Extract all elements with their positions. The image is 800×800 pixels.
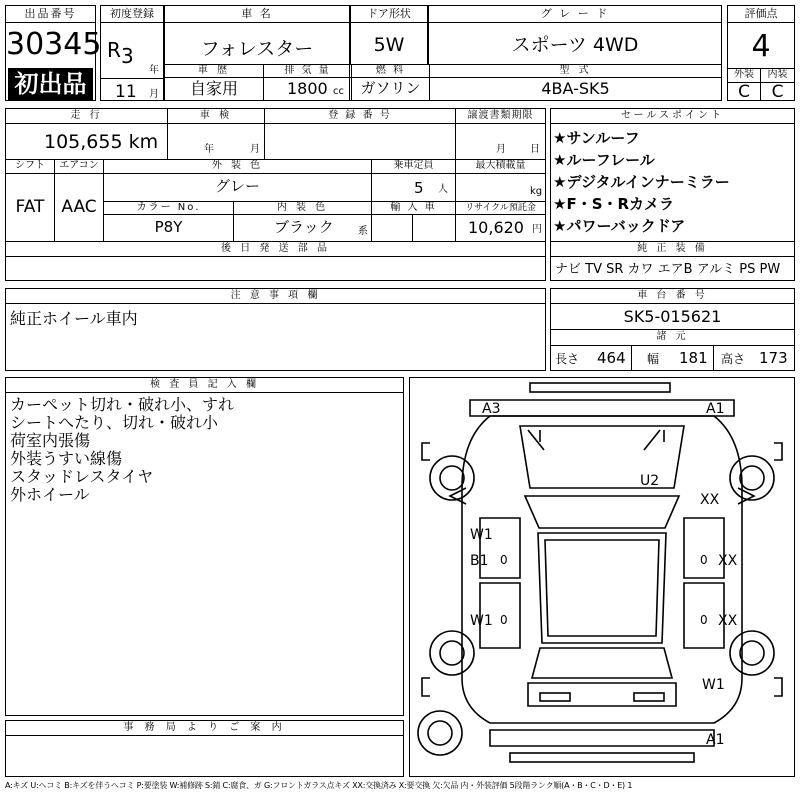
score-label: 評価点 [744, 7, 778, 20]
displacement-label: 排 気 量 [284, 65, 331, 76]
capacity-value: 5 [414, 179, 424, 197]
selling-points-box [550, 108, 795, 242]
inspector-line: スタッドレスタイヤ [10, 467, 154, 486]
genuine-equipment-label: 純 正 装 備 [637, 243, 708, 254]
lot-number: 30345 [6, 27, 102, 62]
height-value: 173 [759, 349, 788, 367]
ext-color-value: グレー [214, 177, 260, 195]
shift-value: FAT [15, 197, 45, 217]
door-value: 5W [373, 34, 405, 56]
inspection-month-unit: 月 [250, 144, 260, 155]
capacity-unit: 人 [438, 184, 448, 195]
year-num: 3 [121, 44, 134, 68]
year-unit: 年 [149, 65, 159, 76]
legend-text: A:キズ U:ヘコミ B:キズを伴うヘコミ P:要塗装 W:補修跡 S:錆 C:腐食、ガ G:フロントガラス点キズ XX:交換済み X:要交換 欠:欠品 内・外装評価 5段階ランク順(A・B・C・D・E) 1 [5, 781, 633, 790]
selling-point-item: ★サンルーフ [553, 129, 640, 147]
selling-point-item: ★パワーバックドア [553, 217, 686, 235]
car-diagram-box [409, 377, 795, 777]
damage-mark: 0 [500, 613, 508, 627]
inspector-line: シートへたり、切れ・破れ小 [10, 413, 219, 432]
fuel-value: ガソリン [360, 79, 421, 97]
inspector-line: 外ホイール [10, 485, 90, 504]
selling-point-item: ★F・S・Rカメラ [553, 195, 675, 213]
shift-label: シフト [15, 160, 45, 171]
damage-mark: B1 [470, 553, 489, 569]
load-label: 最大積載量 [475, 160, 526, 171]
exterior-value: C [738, 82, 750, 102]
transfer-label: 譲渡書類期限 [467, 110, 534, 121]
damage-mark: 0 [500, 553, 508, 567]
notes-box [5, 288, 546, 371]
car-diagram [410, 378, 794, 776]
notes-label: 注 意 事 項 欄 [230, 290, 321, 301]
history-label: 車 歴 [197, 65, 231, 76]
recycle-value: 10,620 [468, 218, 524, 237]
office-label: 事 務 局 よ り ご 案 内 [123, 722, 286, 733]
damage-mark: 0 [700, 613, 708, 627]
inspector-line: 外装うすい線傷 [10, 449, 123, 468]
month-unit: 月 [149, 89, 159, 100]
inspector-line: カーペット切れ・破れ小、すれ [10, 395, 235, 414]
genuine-equipment-value: ナビ TV SR カワ エアB アルミ PS PW [555, 262, 781, 277]
dims-label: 諸 元 [656, 331, 689, 342]
model-value: 4BA-SK5 [541, 79, 610, 98]
car-name: フォレスター [200, 38, 314, 60]
inspector-box [5, 377, 404, 716]
later-parts-box [5, 241, 546, 281]
grade-value: スポーツ 4WD [511, 34, 639, 56]
ac-value: AAC [61, 197, 97, 217]
damage-mark: XX [700, 492, 720, 508]
color-no-value: P8Y [154, 218, 183, 236]
car-name-label: 車 名 [241, 7, 273, 20]
chassis-label: 車 台 番 号 [637, 290, 708, 301]
damage-mark: A1 [706, 732, 725, 748]
first-reg-label: 初度登録 [110, 7, 154, 20]
lot-label: 出品番号 [24, 7, 77, 20]
capacity-label: 乗車定員 [393, 160, 434, 171]
reg-no-label: 登 録 番 号 [328, 110, 392, 121]
damage-mark: W1 [470, 613, 493, 629]
later-parts-label: 後 日 発 送 部 品 [221, 243, 330, 254]
height-label: 高さ [721, 352, 746, 366]
model-label: 型 式 [559, 65, 592, 76]
lot-number-box [5, 5, 102, 101]
office-box [5, 720, 404, 777]
int-color-value: ブラック [274, 218, 334, 236]
selling-points-label: セールスポイント [620, 110, 725, 121]
specs-box [5, 108, 546, 242]
ext-color-label: 外 装 色 [211, 160, 264, 171]
month-num: 11 [115, 82, 137, 102]
damage-mark: XX [718, 553, 738, 569]
fuel-label: 燃 料 [375, 65, 406, 76]
selling-point-item: ★ルーフレール [553, 151, 655, 169]
inspector-label: 検 査 員 記 入 欄 [150, 379, 259, 390]
inspector-line: 荷室内張傷 [10, 431, 91, 450]
damage-mark: A3 [482, 401, 501, 417]
width-label: 幅 [647, 352, 660, 366]
recycle-label: リサイクル預託金 [465, 203, 536, 213]
length-label: 長さ [555, 352, 580, 366]
mileage-value: 105,655 km [44, 131, 159, 153]
load-unit: kg [530, 186, 543, 197]
transfer-day-unit: 日 [530, 144, 540, 155]
damage-mark: W1 [470, 527, 493, 543]
displacement-unit: cc [333, 86, 344, 97]
chassis-box [550, 288, 795, 371]
history-row [164, 64, 722, 101]
damage-mark: W1 [702, 677, 725, 693]
interior-label: 内装 [767, 69, 788, 80]
first-registration-box [100, 5, 164, 101]
era: R [107, 38, 121, 62]
damage-mark: 0 [700, 553, 708, 567]
history-value: 自家用 [189, 79, 238, 98]
damage-mark: U2 [640, 473, 660, 489]
mileage-label: 走 行 [70, 110, 103, 121]
door-box [350, 5, 428, 65]
grade-label: グ レ ー ド [540, 7, 610, 20]
score-box [727, 5, 795, 101]
width-value: 181 [679, 349, 708, 367]
int-color-label: 内 装 色 [276, 202, 329, 213]
interior-value: C [771, 82, 784, 102]
score-value: 4 [751, 29, 771, 64]
transfer-month-unit: 月 [496, 144, 506, 155]
grade-box [428, 5, 722, 65]
int-color-suffix: 系 [358, 226, 368, 237]
door-label: ドア形状 [367, 7, 411, 20]
selling-point-item: ★デジタルインナーミラー [553, 173, 730, 191]
chassis-value: SK5-015621 [623, 307, 722, 326]
notes-value: 純正ホイール車内 [10, 309, 138, 328]
inspection-year-unit: 年 [204, 144, 214, 155]
import-label: 輸 入 車 [390, 202, 437, 213]
damage-mark: A1 [706, 401, 725, 417]
recycle-unit: 円 [532, 224, 542, 235]
first-listing-badge: 初出品 [8, 68, 93, 100]
ac-label: エアコン [59, 160, 99, 171]
color-no-label: カラー No. [136, 202, 201, 213]
length-value: 464 [597, 349, 626, 367]
displacement-value: 1800 [287, 79, 328, 98]
damage-mark: XX [718, 613, 738, 629]
genuine-equipment-box [550, 241, 795, 281]
inspection-label: 車 検 [199, 110, 233, 121]
exterior-label: 外装 [734, 69, 754, 80]
